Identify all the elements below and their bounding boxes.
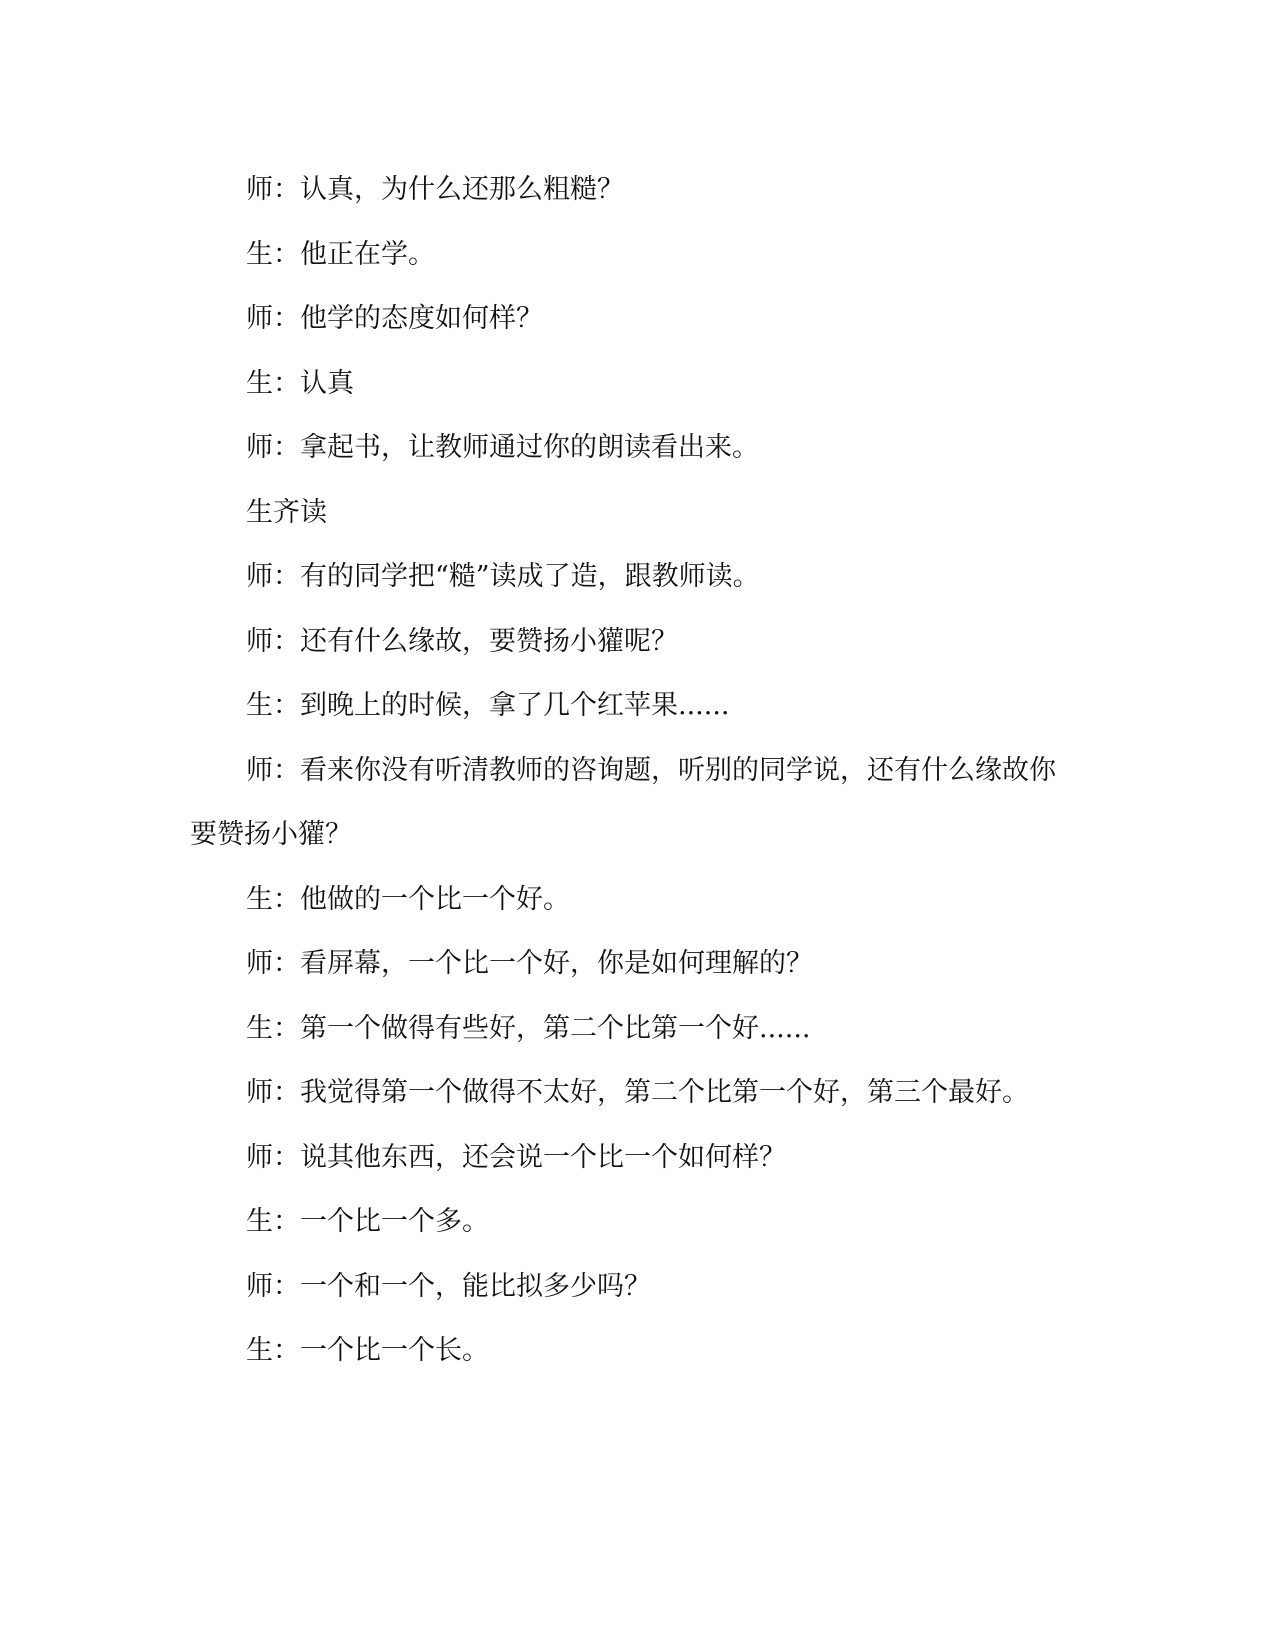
dialogue-line: 师：看来你没有听清教师的咨询题，听别的同学说，还有什么缘故你要赞扬小獾？ [190, 754, 1056, 850]
dialogue-line: 师：还有什么缘故，要赞扬小獾呢？ [246, 625, 678, 657]
dialogue-body [190, 158, 1070, 1384]
dialogue-line: 生：一个比一个长。 [246, 1335, 489, 1366]
dialogue-line: 师：一个和一个，能比拟多少吗？ [246, 1270, 651, 1302]
dialogue-line: 师：他学的态度如何样？ [246, 303, 543, 334]
dialogue-line: 师：有的同学把“糙”读成了造，跟教师读。 [246, 561, 760, 592]
dialogue-line: 生：他做的一个比一个好。 [246, 883, 570, 915]
dialogue-line: 生：到晚上的时候，拿了几个红苹果...... [246, 690, 730, 721]
dialogue-line: 生齐读 [246, 496, 327, 528]
dialogue-line: 师：认真，为什么还那么粗糙？ [246, 174, 624, 205]
dialogue-line: 师：看屏幕，一个比一个好，你是如何理解的？ [246, 948, 813, 979]
dialogue-line: 师：我觉得第一个做得不太好，第二个比第一个好，第三个最好。 [246, 1077, 1029, 1108]
dialogue-line: 师：说其他东西，还会说一个比一个如何样？ [246, 1141, 786, 1173]
dialogue-line: 生：他正在学。 [246, 238, 435, 270]
dialogue-line: 生：一个比一个多。 [246, 1206, 489, 1237]
dialogue-line: 师：拿起书，让教师通过你的朗读看出来。 [246, 432, 759, 463]
dialogue-line: 生：认真 [246, 367, 354, 399]
dialogue-line: 生：第一个做得有些好，第二个比第一个好...... [246, 1012, 811, 1044]
